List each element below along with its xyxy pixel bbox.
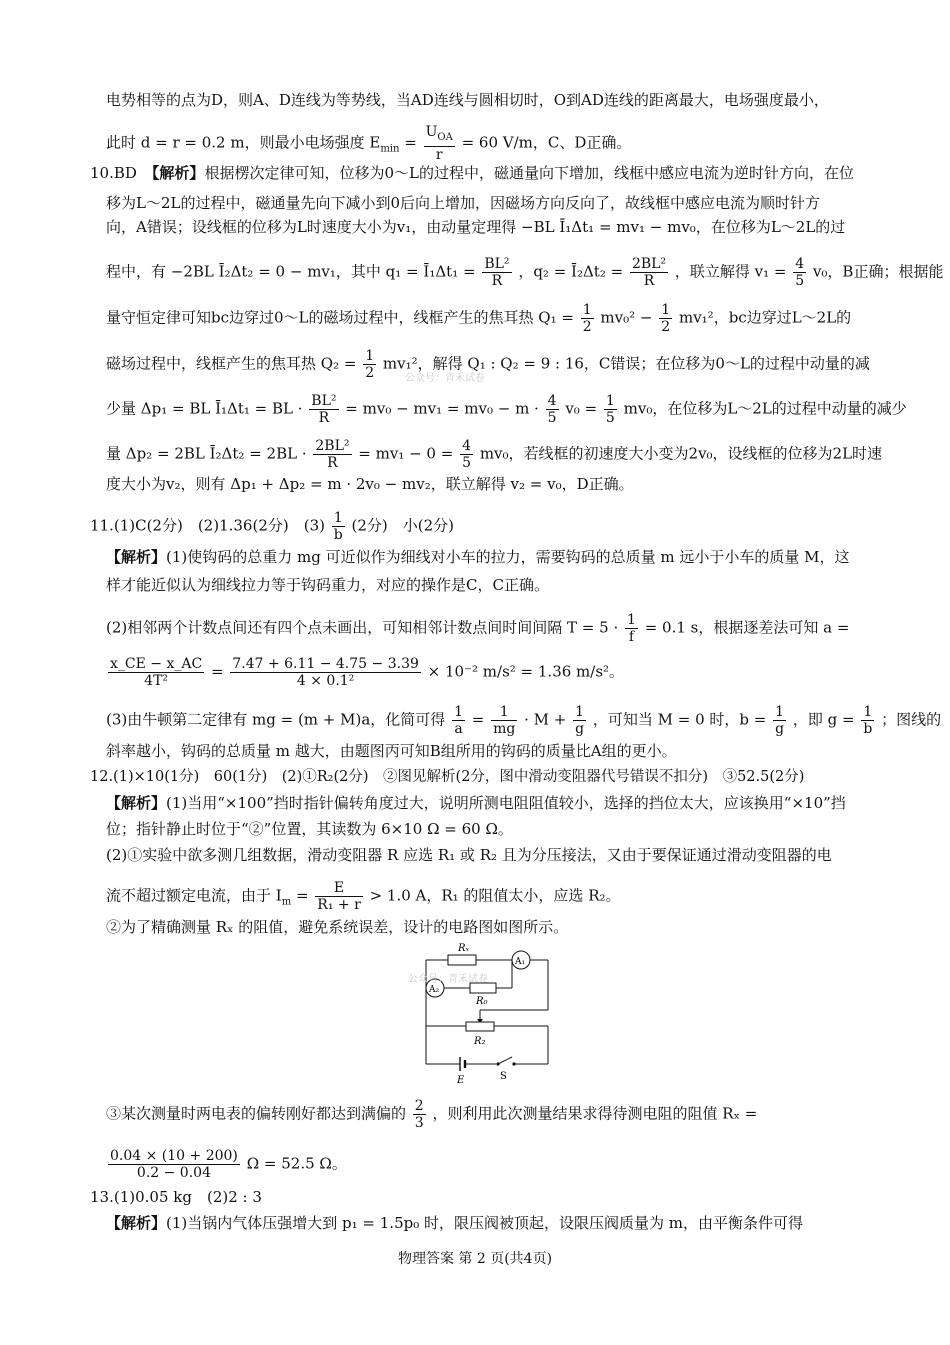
question-12-line-4: 流不超过额定电流，由于 $I_m$ = $\frac{E}{\text{R₁ + r}}$ > 1.0 A，R₁ 的阻值太小，应选 R₂。 [106, 880, 621, 913]
question-10-line-8: 量 Δp₂ = 2BL Ī₂Δt₂ = 2BL · $\frac{\text{2BL²}}{R}$ = mv₁ − 0 = $\frac{4}{5}$ mv₀，若线框的初速度大小变为2v₀，设线框的位移为2L时速 [106, 438, 883, 471]
question-12-line-6: ③某次测量时两电表的偏转刚好都达到满偏的 $\frac{2}{3}$ ，则利用此次测量结果求得待测电阻的阻值 Rₓ = [106, 1098, 758, 1131]
question-10-line-3: 向，A错误；设线框的位移为L时速度大小为v₁，由动量定理得 −BL Ī₁Δt₁ = mv₁ − mv₀，在位移为L～2L的过 [106, 218, 846, 236]
question-10-line-7: 少量 Δp₁ = BL Ī₁Δt₁ = BL · $\frac{\text{BL²}}{R}$ = mv₀ − mv₁ = mv₀ − m · $\frac{4}{5}$ v₀ = $\frac{1}{5}$ mv₀，在位移为L～2L的过程中动量的减少 [106, 393, 907, 426]
question-10-line-6: 磁场过程中，线框产生的焦耳热 Q₂ = $\frac{1}{2}$ mv₁²，解得 Q₁ : Q₂ = 9 : 16，C错误；在位移为0～L的过程中动量的减 [106, 348, 870, 381]
text-line: 此时 d = r = 0.2 m，则最小电场强度 $E_{min}$ = $\frac{U_{OA}}{r}$ = 60 V/m，C、D正确。 [106, 124, 632, 163]
question-10-line-4: 程中，有 −2BL Ī₂Δt₂ = 0 − mv₁，其中 q₁ = Ī₁Δt₁ = $\frac{\text{BL²}}{R}$ ，q₂ = Ī₂Δt₂ = $\frac{\text{2BL²}}{R}$ ，联立解得 v₁ = $\frac{4}{5}$ v₀，B正确；根据能 [106, 256, 944, 289]
label-r2: R₂ [474, 1036, 486, 1047]
question-11-line-2: 样才能近似认为细线拉力等于钩码重力，对应的操作是C，C正确。 [106, 576, 549, 594]
watermark: 公众号：青禾试卷 [408, 974, 488, 985]
question-11-line-1: 【解析】(1)使钩码的总重力 mg 可近似作为细线对小车的拉力，需要钩码的总质量 m 远小于小车的质量 M，这 [106, 548, 850, 566]
question-11-line-3: (2)相邻两个计数点间还有四个点未画出，可知相邻计数点间时间间隔 T = 5 · $\frac{1}{f}$ = 0.1 s，根据逐差法可知 a = [106, 612, 850, 645]
question-10-line-5: 量守恒定律可知bc边穿过0～L的磁场过程中，线框产生的焦耳热 Q₁ = $\frac{1}{2}$ mv₀² − $\frac{1}{2}$ mv₁²，bc边穿过L～2L的 [106, 302, 852, 335]
question-10-line-9: 度大小为v₂，则有 Δp₁ + Δp₂ = m · 2v₀ − mv₂，联立解得 v₂ = v₀，D正确。 [106, 475, 634, 493]
label-a2: A₂ [429, 985, 440, 995]
question-12-line-2: 位；指针静止时位于“②”位置，其读数为 6×10 Ω = 60 Ω。 [106, 820, 513, 838]
page-footer: 物理答案 第 2 页(共4页) [397, 1251, 553, 1267]
question-10-line-2: 移为L～2L的过程中，磁通量先向下减小到0后向上增加，因磁场方向反向了，故线框中感应电流为顺时针方 [106, 194, 821, 212]
label-rx: Rₓ [458, 943, 470, 954]
question-12-line-7: $\frac{0.04 \times (10 + 200)}{0.2 - 0.04}$ Ω = 52.5 Ω。 [110, 1148, 347, 1181]
label-e: E [457, 1075, 465, 1086]
question-10-line-1: 10.BD 【解析】根据楞次定律可知，位移为0～L的过程中，磁通量向下增加，线框中感应电流为逆时针方向，在位 [90, 164, 854, 182]
switch [498, 1057, 512, 1064]
circuit-diagram [408, 938, 558, 1086]
question-12-line-5: ②为了精确测量 Rₓ 的阻值，避免系统误差，设计的电路图如图所示。 [106, 918, 569, 936]
label-a1: A₁ [515, 957, 526, 967]
watermark: 公众号：青禾试卷 [405, 373, 485, 384]
resistor-rx [448, 955, 476, 965]
question-12-line-3: (2)①实验中欲多测几组数据，滑动变阻器 R 应选 R₁ 或 R₂ 且为分压接法，又由于要保证通过滑动变阻器的电 [106, 846, 832, 864]
label-s: S [500, 1071, 507, 1082]
question-11-line-5: (3)由牛顿第二定律有 mg = (m + M)a，化简可得 $\frac{1}{a}$ = $\frac{1}{mg}$ · M + $\frac{1}{g}$ ，可知当 M = 0 时，b = $\frac{1}{g}$ ，即 g = $\frac{1}{b}$ ；图线的 [106, 704, 942, 737]
question-13-line-1: 【解析】(1)当锅内气体压强增大到 p₁ = 1.5p₀ 时，限压阀被顶起，设限压阀质量为 m，由平衡条件可得 [106, 1214, 803, 1232]
text-line: 电势相等的点为D，则A、D连线为等势线，当AD连线与圆相切时，O到AD连线的距离最大，电场强度最小， [106, 91, 829, 109]
question-11-line-6: 斜率越小，钩码的总质量 m 越大，由题图丙可知B组所用的钩码的质量比A组的更小。 [106, 742, 677, 760]
label-r0: R₀ [476, 996, 488, 1007]
question-12-answer: 12.(1)×10(1分) 60(1分) (2)①R₂(2分) ②图见解析(2分，图中滑动变阻器代号错误不扣分) ③52.5(2分) [90, 769, 805, 785]
question-12-line-1: 【解析】(1)当用“×100”挡时指针偏转角度过大，说明所测电阻阻值较小，选择的挡位太大，应该换用“×10”挡 [106, 794, 846, 812]
rheostat-r2 [466, 1022, 494, 1031]
question-13-answer: 13.(1)0.05 kg (2)2 : 3 [90, 1188, 262, 1206]
question-11-answer: 11.(1)C(2分) (2)1.36(2分) (3) $\frac{1}{b}$ (2分) 小(2分) [90, 510, 454, 543]
question-11-line-4: $\frac{x\_CE - x\_AC}{\text{4T²}}$ = $\frac{7.47 + 6.11 - 4.75 - 3.39}{\text{4 × 0.1²}}$ × 10⁻² m/s² = 1.36 m/s²。 [110, 656, 625, 689]
